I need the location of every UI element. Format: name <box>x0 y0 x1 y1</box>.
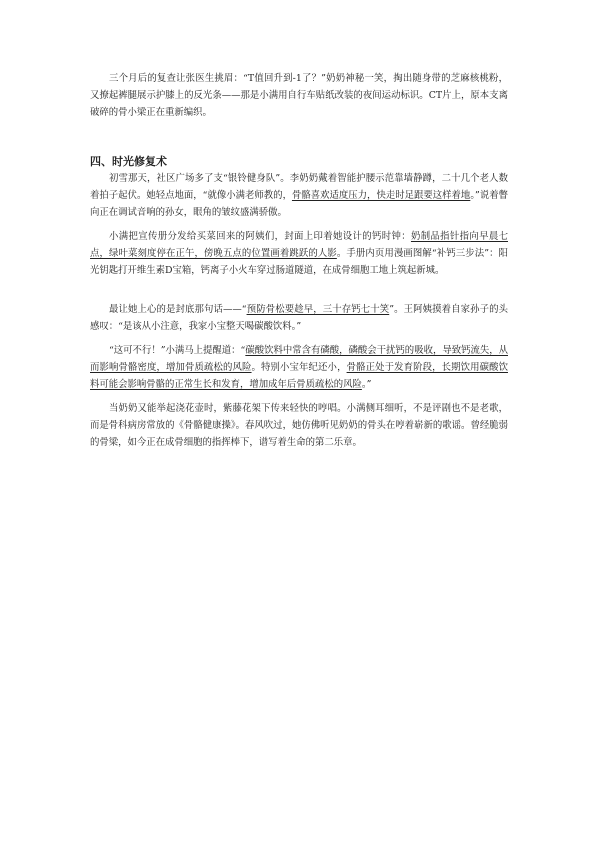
paragraph-fitness-team <box>90 170 508 221</box>
paragraph-ending <box>90 400 508 451</box>
paragraph-brochure-tail: 。手册内页用漫画图解“补钙三步法”：阳光钥匙打开维生素D宝箱，钙离子小火车穿过肠道隧道，在成骨细胞工地上筑起新城。 <box>90 248 508 276</box>
paragraph-soda-warning <box>90 342 508 393</box>
paragraph-soda-warning-text: “这可不行！”小满马上提醒道：“ <box>109 345 246 356</box>
paragraph-brochure-text: 小满把宣传册分发给买菜回来的阿姨们，封面上印着她设计的钙时钟： <box>109 231 411 242</box>
paragraph-ending-text: 当奶奶又能举起浇花壶时，紫藤花架下传来轻快的哼唱。小满侧耳细听，不是评剧也不是老歌，而是骨科病房常放的《骨骼健康操》。春风吹过，她仿佛听见奶奶的骨头在哼着崭新的歌谣。曾经脆弱的骨梁，如今正在成骨细胞的指挥棒下，谱写着生命的第二乐章。 <box>90 403 508 448</box>
paragraph-fitness-team-text: 初雪那天，社区广场多了支“银铃健身队”。李奶奶戴着智能护腰示范靠墙静蹲，二十几个老人数着拍子起伏。她轻点地面，“就像小满老师教的， <box>90 173 508 201</box>
paragraph-back-cover-tail: ”。王阿姨摸着自家孙子的头感叹：“是该从小注意，我家小宝整天喝碳酸饮料。” <box>90 304 509 332</box>
underlined-growth-fact: 骨骼正处于发育阶段，长期饮用碳酸饮料可能会影响骨骼的正常生长和发育，增加成年后骨质疏松的风险 <box>90 362 508 390</box>
paragraph-back-cover-text: 最让她上心的是封底那句话——“ <box>109 304 247 315</box>
paragraph-back-cover <box>90 301 508 335</box>
paragraph-soda-warning-tail: 。” <box>361 379 372 390</box>
paragraph-fitness-team-tail: 。”说着瞥向正在调试音响的孙女，眼角的皱纹盛满骄傲。 <box>90 190 508 218</box>
paragraph-checkup-text: 三个月后的复查让张医生挑眉：“T值回升到-1了？”奶奶神秘一笑，掏出随身带的芝麻核桃粉，又撩起裤腿展示护膝上的反光条——那是小满用自行车贴纸改装的夜间运动标识。CT片上，原本支离破碎的骨小梁正在重新编织。 <box>90 73 508 118</box>
underlined-quote: 骨骼喜欢适度压力，快走时足跟要这样着地 <box>291 190 471 201</box>
section-heading: 四、时光修复术 <box>90 155 167 168</box>
paragraph-checkup <box>90 70 508 121</box>
underlined-soda-fact: 碳酸饮料中常含有磷酸，磷酸会干扰钙的吸收，导致钙流失，从而影响骨骼密度，增加骨质疏松的风险 <box>90 345 508 373</box>
underlined-slogan: 预防骨松要趁早，三十存钙七十笑 <box>246 304 390 315</box>
paragraph-brochure <box>90 228 508 279</box>
paragraph-soda-warning-mid: 。特别小宝年纪还小， <box>251 362 347 373</box>
underlined-calcium-clock: 奶制品指针指向早晨七点，绿叶菜刻度停在正午，傍晚五点的位置画着跳跃的人影 <box>90 231 508 259</box>
